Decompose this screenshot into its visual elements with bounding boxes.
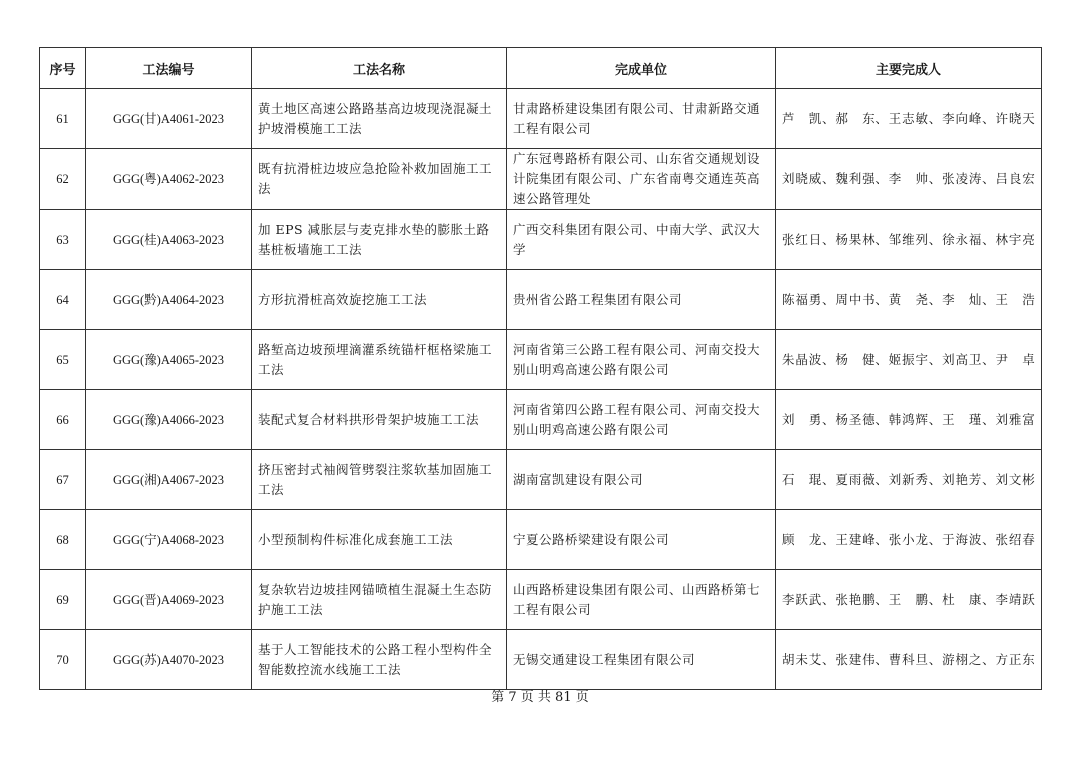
cell-people: 刘 勇、杨圣德、韩鸿辉、王 瑾、刘雅富: [776, 390, 1042, 450]
cell-no: 65: [40, 330, 86, 390]
cell-unit: 河南省第四公路工程有限公司、河南交投大别山明鸡高速公路有限公司: [507, 390, 776, 450]
cell-name: 基于人工智能技术的公路工程小型构件全智能数控流水线施工工法: [252, 630, 507, 690]
cell-no: 64: [40, 270, 86, 330]
header-unit: 完成单位: [507, 48, 776, 89]
cell-name: 复杂软岩边坡挂网锚喷植生混凝土生态防护施工工法: [252, 570, 507, 630]
header-people: 主要完成人: [776, 48, 1042, 89]
table-header-row: [40, 48, 1042, 89]
table-row: [40, 210, 1042, 270]
cell-unit: 无锡交通建设工程集团有限公司: [507, 630, 776, 690]
cell-people: 刘晓威、魏利强、李 帅、张凌涛、吕良宏: [776, 149, 1042, 210]
cell-unit: 贵州省公路工程集团有限公司: [507, 270, 776, 330]
cell-name: 既有抗滑桩边坡应急抢险补救加固施工工法: [252, 149, 507, 210]
cell-code: GGG(晋)A4069-2023: [86, 570, 252, 630]
cell-name: 小型预制构件标准化成套施工工法: [252, 510, 507, 570]
cell-unit: 河南省第三公路工程有限公司、河南交投大别山明鸡高速公路有限公司: [507, 330, 776, 390]
cell-no: 63: [40, 210, 86, 270]
header-name: 工法名称: [252, 48, 507, 89]
cell-code: GGG(宁)A4068-2023: [86, 510, 252, 570]
cell-no: 69: [40, 570, 86, 630]
table-row: [40, 510, 1042, 570]
cell-no: 62: [40, 149, 86, 210]
cell-people: 朱晶波、杨 健、姬振宇、刘高卫、尹 卓: [776, 330, 1042, 390]
header-code: 工法编号: [86, 48, 252, 89]
cell-people: 顾 龙、王建峰、张小龙、于海波、张绍春: [776, 510, 1042, 570]
table-row: [40, 270, 1042, 330]
cell-code: GGG(桂)A4063-2023: [86, 210, 252, 270]
cell-code: GGG(甘)A4061-2023: [86, 89, 252, 149]
cell-unit: 湖南富凯建设有限公司: [507, 450, 776, 510]
cell-no: 70: [40, 630, 86, 690]
cell-code: GGG(黔)A4064-2023: [86, 270, 252, 330]
cell-no: 66: [40, 390, 86, 450]
cell-no: 67: [40, 450, 86, 510]
table-row: [40, 390, 1042, 450]
cell-unit: 甘肃路桥建设集团有限公司、甘肃新路交通工程有限公司: [507, 89, 776, 149]
cell-code: GGG(湘)A4067-2023: [86, 450, 252, 510]
cell-code: GGG(苏)A4070-2023: [86, 630, 252, 690]
table-row: [40, 330, 1042, 390]
table-row: [40, 630, 1042, 690]
cell-name: 路堑高边坡预埋滴灌系统锚杆框格梁施工工法: [252, 330, 507, 390]
cell-no: 68: [40, 510, 86, 570]
construction-method-table: [39, 47, 1042, 690]
cell-people: 陈福勇、周中书、黄 尧、李 灿、王 浩: [776, 270, 1042, 330]
table-row: [40, 570, 1042, 630]
cell-people: 胡未艾、张建伟、曹科旦、游栩之、方正东: [776, 630, 1042, 690]
cell-no: 61: [40, 89, 86, 149]
cell-people: 张红日、杨果林、邹维列、徐永福、林宇亮: [776, 210, 1042, 270]
header-no: 序号: [40, 48, 86, 89]
page-footer: 第 7 页 共 81 页: [491, 690, 589, 705]
cell-name: 挤压密封式袖阀管劈裂注浆软基加固施工工法: [252, 450, 507, 510]
cell-people: 芦 凯、郝 东、王志敏、李向峰、许晓天: [776, 89, 1042, 149]
cell-name: 加 EPS 减胀层与麦克排水垫的膨胀土路基桩板墙施工工法: [252, 210, 507, 270]
table-row: [40, 450, 1042, 510]
cell-unit: 宁夏公路桥梁建设有限公司: [507, 510, 776, 570]
cell-name: 方形抗滑桩高效旋挖施工工法: [252, 270, 507, 330]
cell-code: GGG(豫)A4066-2023: [86, 390, 252, 450]
cell-code: GGG(豫)A4065-2023: [86, 330, 252, 390]
table-row: [40, 89, 1042, 149]
cell-unit: 广西交科集团有限公司、中南大学、武汉大学: [507, 210, 776, 270]
cell-people: 李跃武、张艳鹏、王 鹏、杜 康、李靖跃: [776, 570, 1042, 630]
table-row: [40, 149, 1042, 210]
cell-unit: 山西路桥建设集团有限公司、山西路桥第七工程有限公司: [507, 570, 776, 630]
cell-people: 石 琨、夏雨薇、刘新秀、刘艳芳、刘文彬: [776, 450, 1042, 510]
cell-code: GGG(粤)A4062-2023: [86, 149, 252, 210]
cell-name: 黄土地区高速公路路基高边坡现浇混凝土护坡滑模施工工法: [252, 89, 507, 149]
cell-name: 装配式复合材料拱形骨架护坡施工工法: [252, 390, 507, 450]
cell-unit: 广东冠粤路桥有限公司、山东省交通规划设计院集团有限公司、广东省南粤交通连英高速公路管理处: [507, 149, 776, 210]
